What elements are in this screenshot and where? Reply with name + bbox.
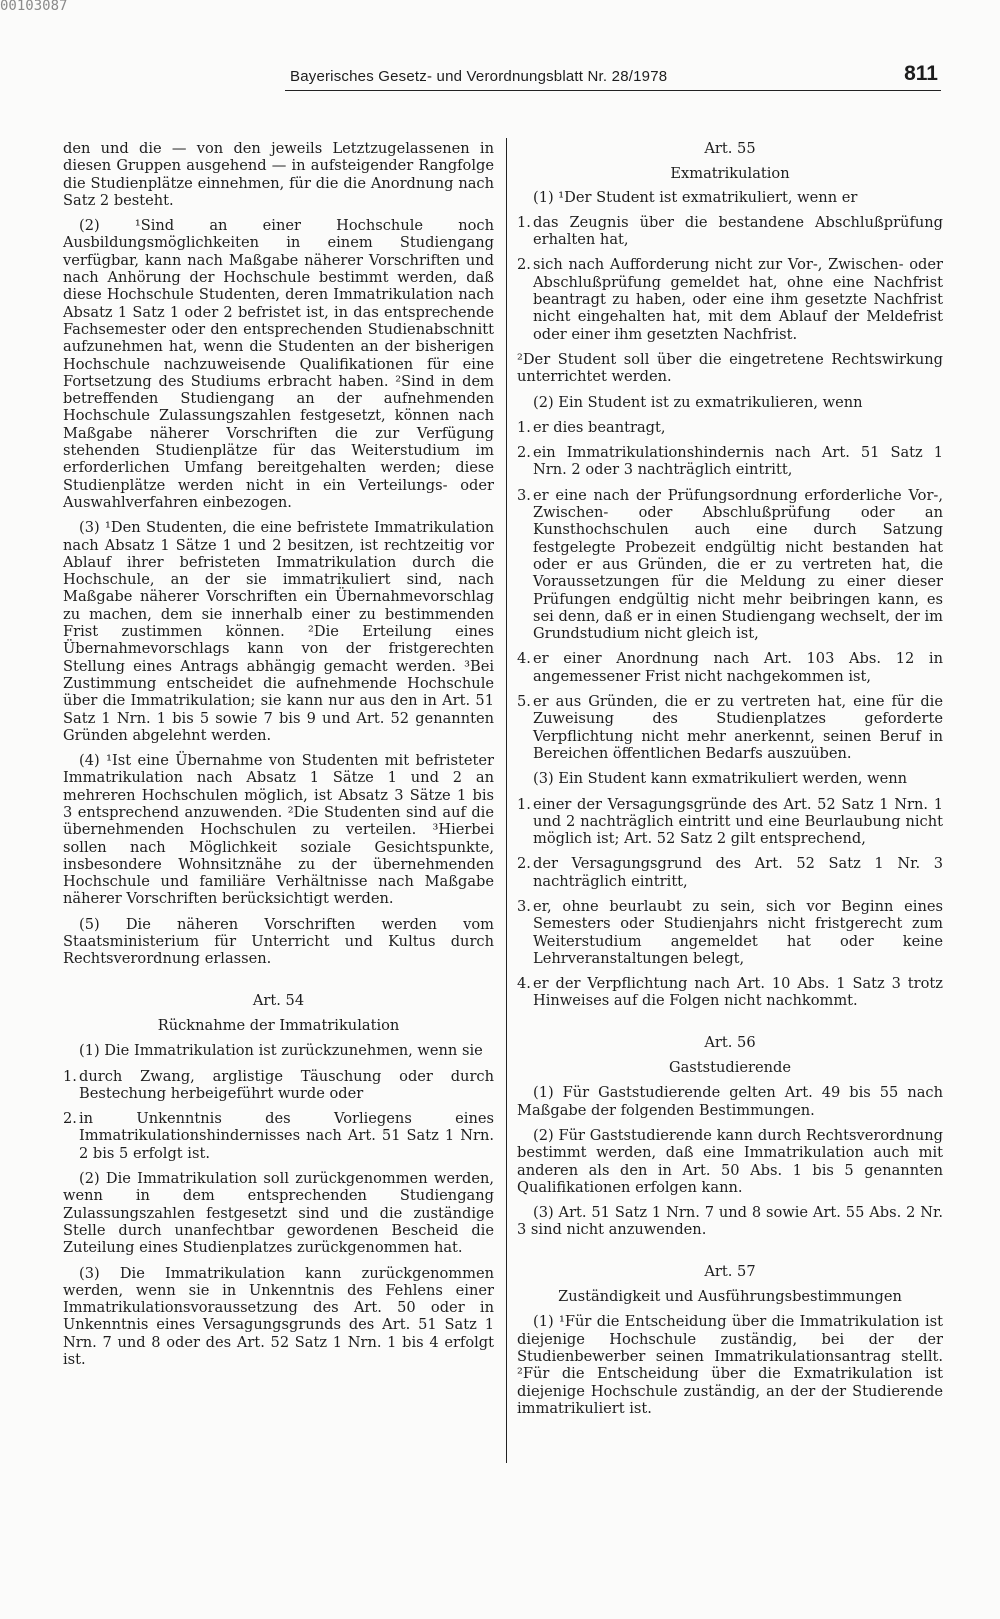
art55-title: Exmatrikulation <box>670 165 790 183</box>
art53-paragraph-3: (3) ¹Den Studenten, die eine befristete Immatrikulation nach Absatz 1 Sätze 1 und 2 besitzen, ist rechtzeitig vor Ablauf ihrer befristeten Immatrikulation durch die Hochschule, an der sie immatrikuliert sind, nach Maßgabe näherer Vorschriften ein Übernahmevorschlag zu machen, dem sie innerhalb einer zu bestimmenden Frist zustimmen können. ²Die Erteilung eines Übernahmevorschlags kann von der fristgerechten Stellung eines Antrags abhängig gemacht werden. ³Bei Zustimmung entscheidet die aufnehmende Hochschule über die Immatrikulation; sie kann nur aus den in Art. 51 Satz 1 Nrn. 1 bis 5 sowie 7 bis 9 und Art. 52 genannten Gründen abgelehnt werden. <box>63 519 494 744</box>
list-item: 2. ein Immatrikulationshindernis nach Art. 51 Satz 1 Nrn. 2 oder 3 nachträglich eintritt, <box>517 444 943 479</box>
art57-title: Zuständigkeit und Ausführungsbestimmungen <box>558 1288 902 1306</box>
list-item: 1. das Zeugnis über die bestandene Abschlußprüfung erhalten hat, <box>517 213 943 249</box>
art54-label: Art. 54 <box>252 991 305 1009</box>
art56-paragraph-1: (1) Für Gaststudierende gelten Art. 49 bis 55 nach Maßgabe der folgenden Bestimmungen. <box>517 1084 943 1119</box>
list-item: 1. einer der Versagungsgründe des Art. 52 Satz 1 Nrn. 1 und 2 nachträglich eintritt und eine Beurlaubung nicht möglich ist; Art. 52 Satz 2 gilt entsprechend, <box>517 795 943 848</box>
list-item: 2. in Unkenntnis des Vorliegens eines Immatrikulationshindernisses nach Art. 51 Satz 1 Nrn. 2 bis 5 erfolgt ist. <box>63 1110 494 1162</box>
art57-paragraph-1: (1) ¹Für die Entscheidung über die Immatrikulation ist diejenige Hochschule zuständig, bei der der Studienbewerber seinen Immatrikulationsantrag stellt. ²Für die Entscheidung über die Exmatrikulation ist diejenige Hochschule zuständig, an der der Studierende immatrikuliert ist. <box>517 1313 943 1417</box>
gazette-title: Bayerisches Gesetz- und Verordnungsblatt Nr. 28/1978 <box>290 68 668 85</box>
list-item: 3. er, ohne beurlaubt zu sein, sich vor Beginn eines Semesters oder Studienjahrs nicht fristgerecht zum Weiterstudium angemeldet hat oder keine Lehrveranstaltungen belegt, <box>517 897 943 967</box>
art55-label: Art. 55 <box>704 140 756 157</box>
list-item: 3. er eine nach der Prüfungsordnung erforderliche Vor-, Zwischen- oder Abschlußprüfung oder an Kunsthochschulen auch eine durch Satzung festgelegte Probezeit endgültig nicht bestanden hat oder er aus Gründen, die er zu vertreten hat, die Voraussetzungen für die Meldung zu einer dieser Prüfungen endgültig nicht mehr beibringen kann, es sei denn, daß er in einen Studiengang wechselt, der im Grundstudium nicht gleich ist, <box>517 486 943 643</box>
art55-paragraph-3: (3) Ein Student kann exmatrikuliert werden, wenn <box>533 770 908 788</box>
paragraph-continuation: den und die — von den jeweils Letztzugelassenen in diesen Gruppen ausgehend — in aufsteigender Rangfolge die Studienplätze einnehmen, für die die Anordnung nach Satz 2 besteht. <box>63 140 494 209</box>
list-item: 4. er einer Anordnung nach Art. 103 Abs. 12 in angemessener Frist nicht nachgekommen ist, <box>517 650 943 685</box>
art53-paragraph-2: (2) ¹Sind an einer Hochschule noch Ausbildungsmöglichkeiten in einem Studiengang verfügbar, kann nach Maßgabe näherer Vorschriften und nach Anhörung der Hochschule bestimmt werden, daß diese Hochschule Studenten, deren Immatrikulation nach Absatz 1 Satz 1 oder 2 befristet ist, in das entsprechende Fachsemester oder den entsprechenden Studienabschnitt aufzunehmen hat, wenn die Studenten an der bisherigen Hochschule nachzuweisende Qualifikationen für eine Fortsetzung des Studiums erbracht haben. ²Sind in dem betreffenden Studiengang an der aufnehmenden Hochschule Zulassungszahlen festgesetzt, können nach Maßgabe näherer Vorschriften die zur Verfügung stehenden Studienplätze für das Weiterstudium im erforderlichen Umfang bereitgehalten werden; diese Studienplätze werden nicht in ein Verteilungs- oder Auswahlverfahren einbezogen. <box>63 217 494 511</box>
list-item: 2. sich nach Aufforderung nicht zur Vor-, Zwischen- oder Abschlußprüfung gemeldet hat, ohne eine Nachfrist beantragt zu haben, oder eine ihm gesetzte Nachfrist nicht eingehalten hat, mit dem Ablauf der Meldefrist oder einer ihm gesetzten Nachfrist. <box>517 256 943 343</box>
page-number: 811 <box>904 62 938 85</box>
archive-stamp: 00103087 <box>0 0 68 14</box>
right-column <box>517 140 943 1425</box>
art56-title: Gaststudierende <box>668 1059 792 1077</box>
art54-paragraph-1: (1) Die Immatrikulation ist zurückzunehmen, wenn sie <box>79 1042 483 1060</box>
list-item: 1. er dies beantragt, <box>517 418 666 436</box>
left-column <box>63 140 494 1376</box>
list-item: 4. er der Verpflichtung nach Art. 10 Abs. 1 Satz 3 trotz Hinweises auf die Folgen nicht nachkommt. <box>517 975 943 1010</box>
list-item: 5. er aus Gründen, die er zu vertreten hat, eine für die Zuweisung des Studienplatzes geforderte Verpflichtung nicht mehr anerkennt, seinen Beruf in Bereichen öffentlichen Bedarfs auszuüben. <box>517 693 943 762</box>
art57-label: Art. 57 <box>704 1262 756 1280</box>
art56-paragraph-2: (2) Für Gaststudierende kann durch Rechtsverordnung bestimmt werden, daß eine Immatrikulation auch mit anderen als den in Art. 50 Abs. 1 bis 5 genannten Qualifikationen erfolgen kann. <box>517 1126 943 1196</box>
column-divider <box>506 138 507 1463</box>
art54-title: Rücknahme der Immatrikulation <box>157 1016 400 1034</box>
art55-paragraph-1b: ²Der Student soll über die eingetretene Rechtswirkung unterrichtet werden. <box>517 350 943 386</box>
art55-paragraph-1: (1) ¹Der Student ist exmatrikuliert, wenn er <box>533 188 858 206</box>
header-rule <box>285 90 941 91</box>
list-item: 1. durch Zwang, arglistige Täuschung oder durch Bestechung herbeigeführt wurde oder <box>63 1067 494 1102</box>
art53-paragraph-4: (4) ¹Ist eine Übernahme von Studenten mit befristeter Immatrikulation nach Absatz 1 Sätze 1 und 2 an mehreren Hochschulen möglich, ist Absatz 3 Sätze 1 bis 3 entsprechend anzuwenden. ²Die Studenten sind auf die übernehmenden Hochschulen zu verteilen. ³Hierbei sollen nach Möglichkeit soziale Gesichtspunkte, insbesondere Wohnsitznähe zu der übernehmenden Hochschule und familiäre Verhältnisse nach Maßgabe näherer Vorschriften berücksichtigt werden. <box>63 752 494 908</box>
art56-label: Art. 56 <box>704 1033 756 1051</box>
page-header <box>280 62 940 90</box>
art53-paragraph-5: (5) Die näheren Vorschriften werden vom Staatsministerium für Unterricht und Kultus durch Rechtsverordnung erlassen. <box>63 915 494 968</box>
art54-paragraph-2: (2) Die Immatrikulation soll zurückgenommen werden, wenn in dem entsprechenden Studiengang Zulassungszahlen festgesetzt sind und die zuständige Stelle durch unanfechtbar gewordenen Bescheid die Zuteilung eines Studienplatzes zurückgenommen hat. <box>63 1170 494 1257</box>
art54-paragraph-3: (3) Die Immatrikulation kann zurückgenommen werden, wenn sie in Unkenntnis des Fehlens einer Immatrikulationsvoraussetzung des Art. 50 oder in Unkenntnis eines Versagungsgrunds des Art. 51 Satz 1 Nrn. 7 und 8 oder des Art. 52 Satz 1 Nrn. 1 bis 4 erfolgt ist. <box>63 1264 494 1368</box>
art55-paragraph-2: (2) Ein Student ist zu exmatrikulieren, wenn <box>533 393 863 411</box>
list-item: 2. der Versagungsgrund des Art. 52 Satz 1 Nr. 3 nachträglich eintritt, <box>517 855 943 890</box>
art56-paragraph-3: (3) Art. 51 Satz 1 Nrn. 7 und 8 sowie Art. 55 Abs. 2 Nr. 3 sind nicht anzuwenden. <box>517 1204 943 1239</box>
